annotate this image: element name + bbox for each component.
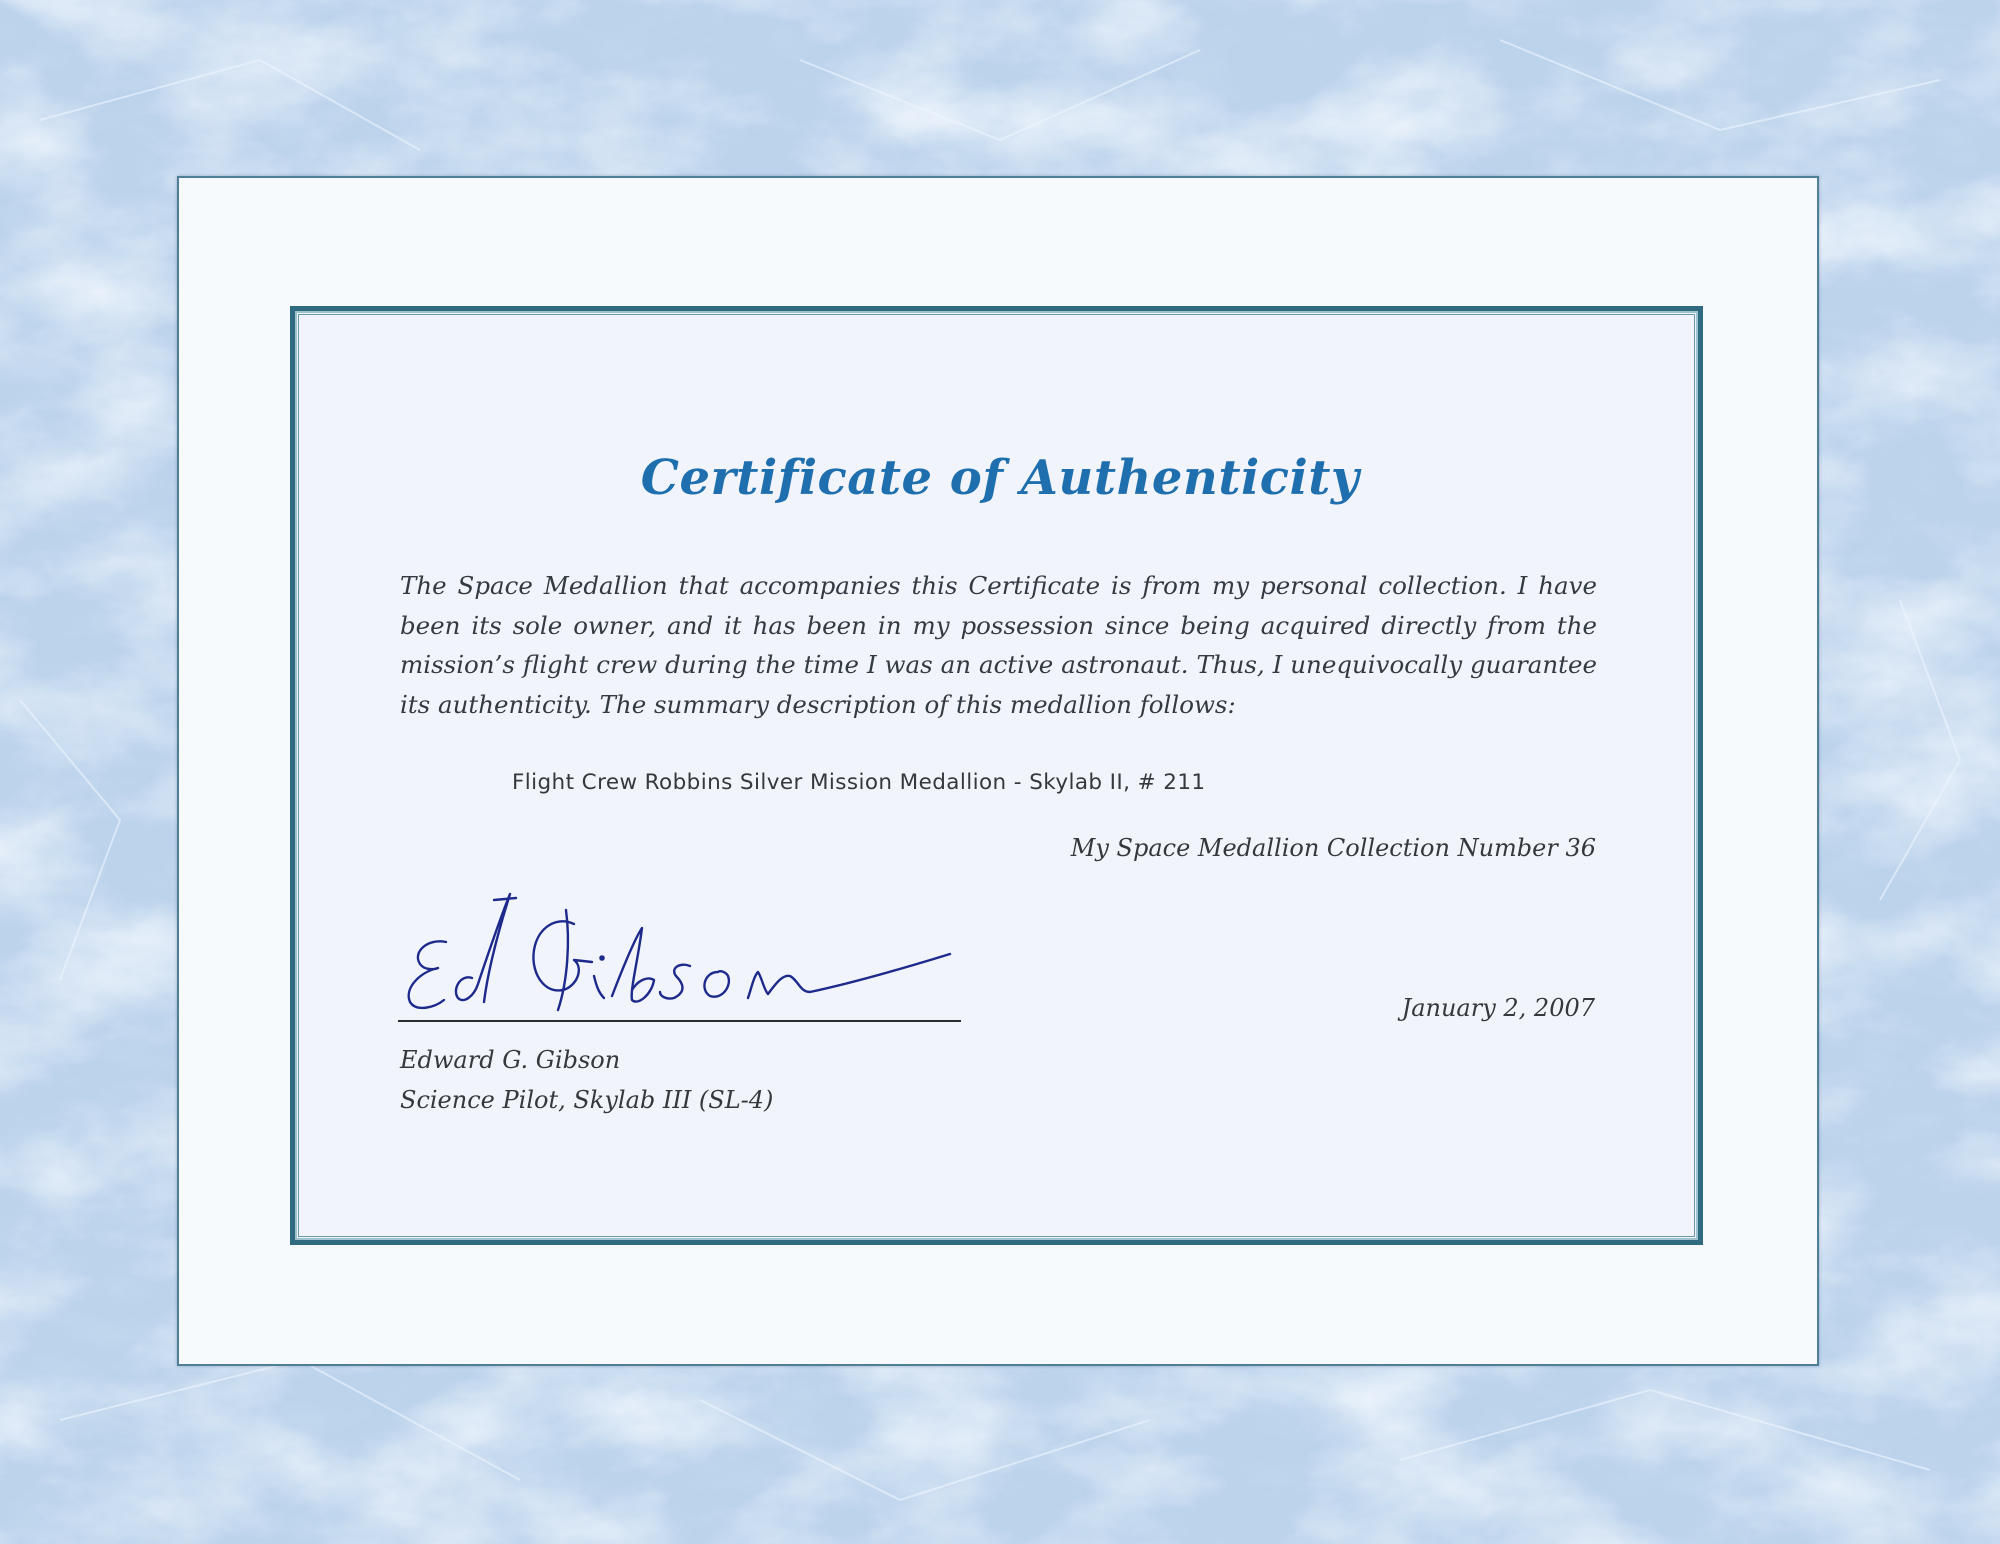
- certificate-title: Certificate of Authenticity: [640, 450, 1360, 506]
- signature-line: [398, 1020, 961, 1022]
- signer-role: Science Pilot, Skylab III (SL-4): [400, 1086, 774, 1114]
- handwritten-signature: [398, 880, 968, 1020]
- medallion-description: Flight Crew Robbins Silver Mission Medallion - Skylab II, # 211: [512, 770, 1206, 795]
- certificate-body-text: The Space Medallion that accompanies this Certificate is from my personal collection. I have been its sole owner, and it has been in my possession since being acquired directly from the mission’s flight crew during the time I was an active astronaut. Thus, I unequivocally guarantee its authenticity. The summary description of this medallion follows:: [400, 571, 1597, 719]
- certificate-date: January 2, 2007: [1401, 994, 1595, 1022]
- collection-number: My Space Medallion Collection Number 36: [1070, 834, 1596, 862]
- signer-name: Edward G. Gibson: [400, 1046, 621, 1074]
